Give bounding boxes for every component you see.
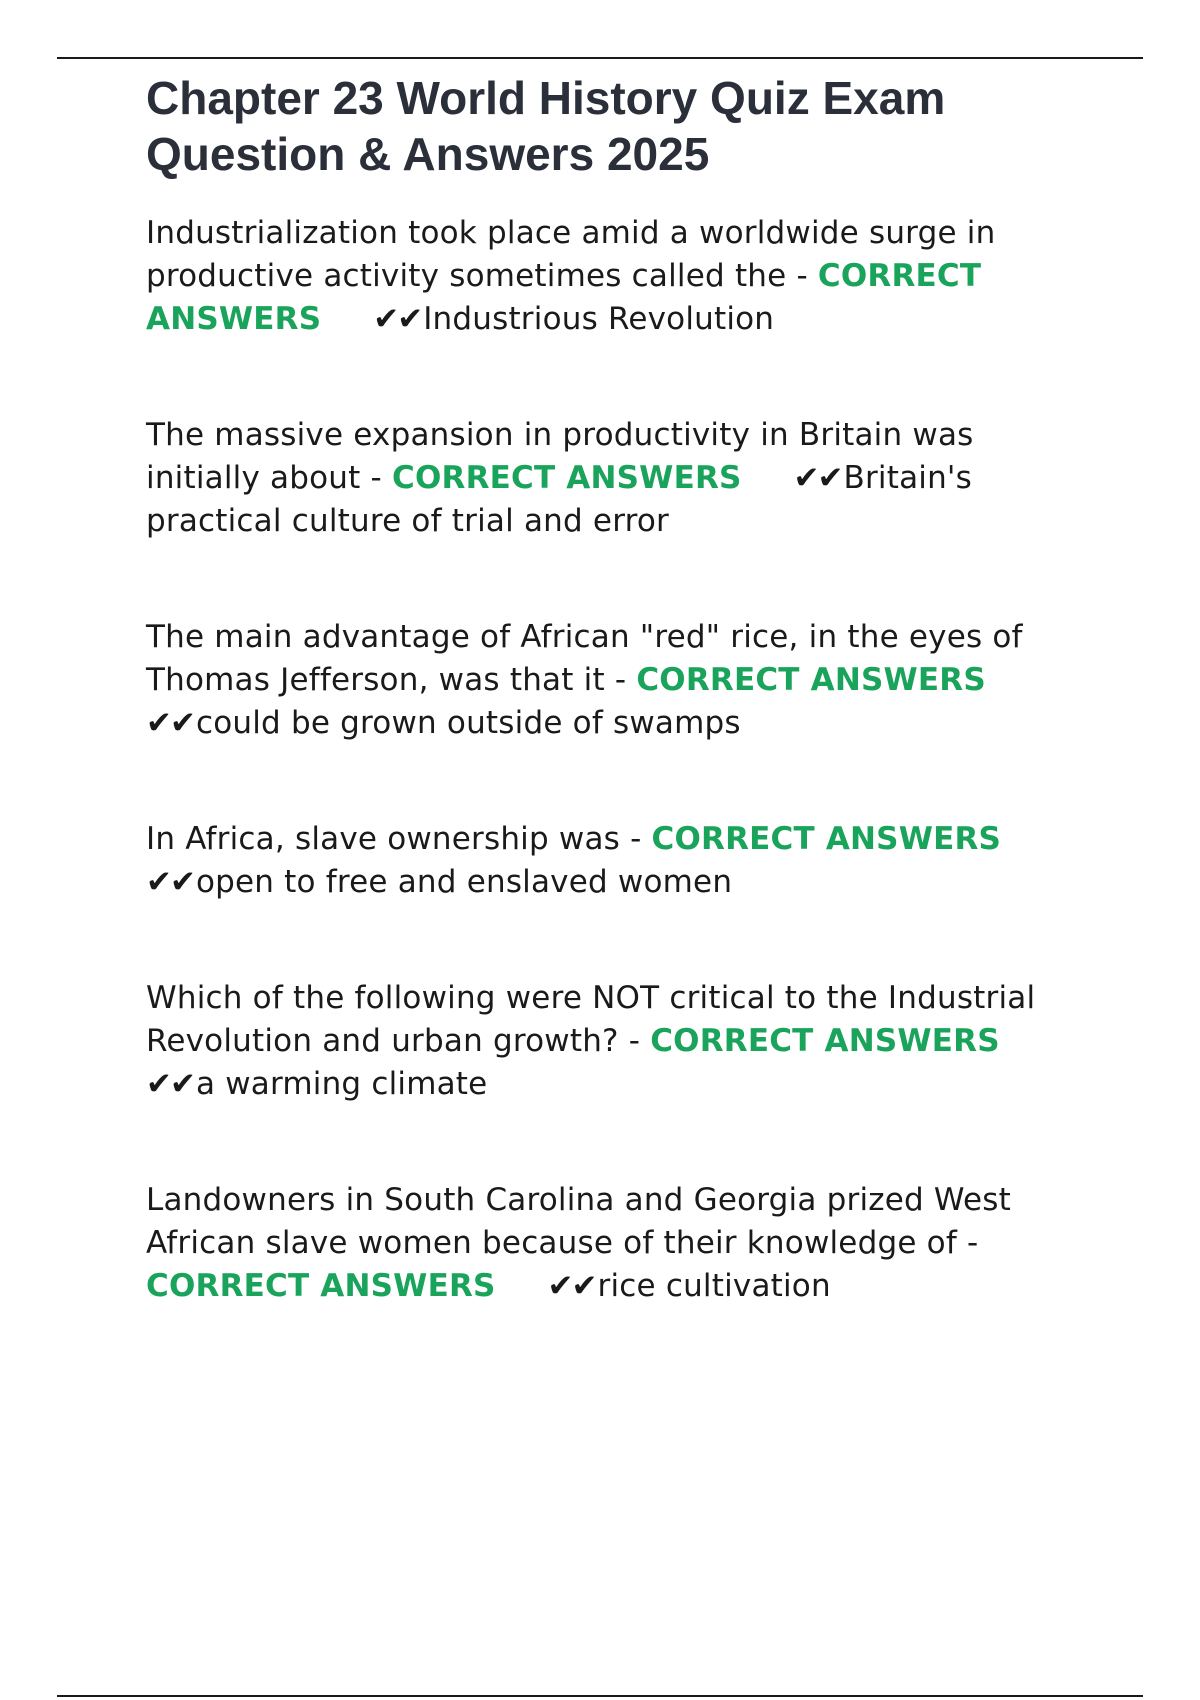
- answer-text: Industrious Revolution: [423, 301, 775, 337]
- correct-answers-tag: CORRECT ANSWERS: [650, 1023, 1000, 1059]
- top-rule: [57, 57, 1143, 59]
- question-text: The massive expansion in productivity in Britain was initially about -: [146, 417, 974, 496]
- question-text: Landowners in South Carolina and Georgia prized West African slave women because of their knowledge of -: [146, 1182, 1011, 1261]
- answer-text: open to free and enslaved women: [195, 864, 733, 900]
- qa-item: [146, 1179, 1096, 1308]
- question-text: In Africa, slave ownership was -: [146, 821, 652, 857]
- check-marks-icon: ✔✔: [373, 301, 422, 337]
- correct-answers-tag: CORRECT ANSWERS: [146, 258, 982, 337]
- correct-answers-tag: CORRECT ANSWERS: [636, 662, 986, 698]
- check-marks-icon: ✔✔: [793, 460, 842, 496]
- question-text: Which of the following were NOT critical to the Industrial Revolution and urban growth? -: [146, 980, 1036, 1059]
- qa-item: [146, 212, 1096, 341]
- question-text: The main advantage of African "red" rice, in the eyes of Thomas Jefferson, was that it -: [146, 619, 1023, 698]
- qa-item: [146, 818, 1096, 904]
- qa-item: [146, 414, 1096, 543]
- qa-item: [146, 616, 1096, 745]
- answer-text: could be grown outside of swamps: [195, 705, 741, 741]
- answer-text: a warming climate: [195, 1066, 488, 1102]
- question-text: Industrialization took place amid a worldwide surge in productive activity sometimes called the -: [146, 215, 996, 294]
- answer-text: Britain's practical culture of trial and error: [146, 460, 973, 539]
- check-marks-icon: ✔✔: [146, 864, 194, 900]
- page-title: Chapter 23 World History Quiz Exam Question & Answers 2025: [146, 72, 946, 180]
- bottom-rule: [57, 1695, 1143, 1697]
- correct-answers-tag: CORRECT ANSWERS: [392, 460, 742, 496]
- qa-item: [146, 977, 1096, 1106]
- correct-answers-tag: CORRECT ANSWERS: [146, 1268, 496, 1304]
- check-marks-icon: ✔✔: [547, 1268, 596, 1304]
- correct-answers-tag: CORRECT ANSWERS: [651, 821, 1002, 857]
- answer-text: rice cultivation: [597, 1268, 831, 1304]
- check-marks-icon: ✔✔: [146, 1066, 194, 1102]
- document-body: [146, 70, 1096, 1381]
- check-marks-icon: ✔✔: [146, 705, 194, 741]
